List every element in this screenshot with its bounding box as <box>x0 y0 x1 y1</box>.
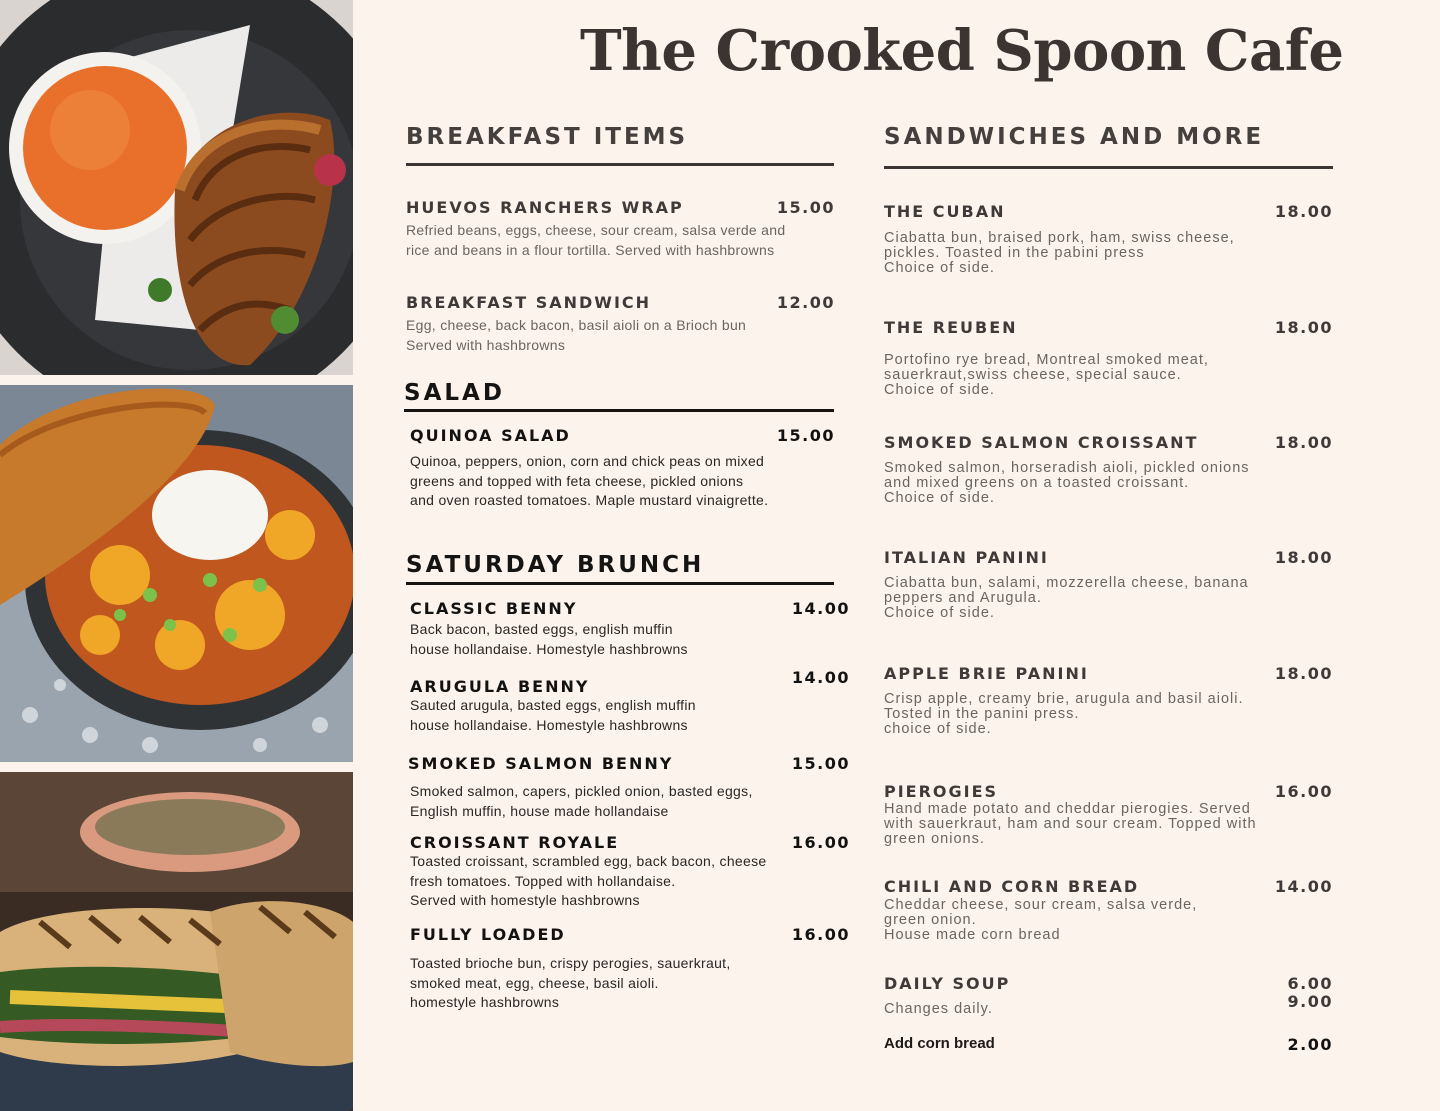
menu-item-name: ARUGULA BENNY <box>410 677 590 696</box>
soup-and-panini-photo <box>0 772 353 1111</box>
chili-and-cornbread-photo <box>0 385 353 762</box>
addon-price: 2.00 <box>1287 1035 1333 1054</box>
menu-item-name: FULLY LOADED <box>410 925 566 944</box>
menu-item-name: ITALIAN PANINI <box>884 548 1049 567</box>
menu-item-price: 12.00 <box>776 293 835 312</box>
menu-item-price: 14.00 <box>1274 877 1333 896</box>
menu-item-price: 16.00 <box>791 833 850 852</box>
soup-and-croissant-photo <box>0 0 353 375</box>
menu-item-price: 18.00 <box>1274 433 1333 452</box>
menu-item-name: CHILI AND CORN BREAD <box>884 877 1140 896</box>
brunch-heading: SATURDAY BRUNCH <box>406 552 705 578</box>
menu-item-description: Toasted brioche bun, crispy perogies, sauerkraut, smoked meat, egg, cheese, basil aioli. homestyle hashbrowns <box>410 955 731 1010</box>
menu-item-price: 18.00 <box>1274 202 1333 221</box>
menu-item-name: HUEVOS RANCHERS WRAP <box>406 198 684 217</box>
addon-label: Add corn bread <box>884 1035 995 1052</box>
menu-item-price: 15.00 <box>791 754 850 773</box>
breakfast-rule <box>406 163 834 166</box>
sandwiches-heading: SANDWICHES AND MORE <box>884 124 1265 150</box>
menu-item-name: BREAKFAST SANDWICH <box>406 293 652 312</box>
menu-item-name: PIEROGIES <box>884 782 999 801</box>
menu-item-description: Changes daily. <box>884 1001 993 1017</box>
menu-item-name: DAILY SOUP <box>884 974 1011 993</box>
menu-item-description: Crisp apple, creamy brie, arugula and basil aioli. Tosted in the panini press. choice of side. <box>884 691 1244 737</box>
menu-item-description: Portofino rye bread, Montreal smoked meat, sauerkraut,swiss cheese, special sauce. Choice of side. <box>884 352 1209 398</box>
menu-item-description: Smoked salmon, capers, pickled onion, basted eggs, English muffin, house made hollandaise <box>410 783 753 819</box>
menu-item-name: APPLE BRIE PANINI <box>884 664 1089 683</box>
menu-item-description: Sauted arugula, basted eggs, english muffin house hollandaise. Homestyle hashbrowns <box>410 697 696 733</box>
menu-item-price: 14.00 <box>791 668 850 687</box>
menu-item-description: Egg, cheese, back bacon, basil aioli on a Brioch bun Served with hashbrowns <box>406 317 747 353</box>
menu-item-description: Toasted croissant, scrambled egg, back bacon, cheese fresh tomatoes. Topped with hollandaise. Served with homestyle hashbrowns <box>410 853 767 908</box>
menu-item-price: 16.00 <box>1274 782 1333 801</box>
menu-item-price: 6.00 <box>1287 974 1333 993</box>
brunch-rule <box>406 582 834 585</box>
menu-item-description: Quinoa, peppers, onion, corn and chick peas on mixed greens and topped with feta cheese, pickled onions and oven roasted tomatoes. Maple mustard vinaigrette. <box>410 453 769 508</box>
sandwiches-rule <box>884 166 1333 169</box>
salad-rule <box>404 409 834 412</box>
menu-item-description: Cheddar cheese, sour cream, salsa verde, green onion. House made corn bread <box>884 897 1198 943</box>
menu-item-price: 14.00 <box>791 599 850 618</box>
menu-item-price-large: 9.00 <box>1287 992 1333 1011</box>
menu-item-description: Ciabatta bun, salami, mozzerella cheese, banana peppers and Arugula. Choice of side. <box>884 575 1249 621</box>
menu-item-description: Smoked salmon, horseradish aioli, pickled onions and mixed greens on a toasted croissant. Choice of side. <box>884 460 1250 506</box>
menu-item-name: SMOKED SALMON BENNY <box>408 754 674 773</box>
menu-item-name: QUINOA SALAD <box>410 426 571 445</box>
menu-item-name: THE CUBAN <box>884 202 1006 221</box>
menu-item-price: 18.00 <box>1274 548 1333 567</box>
menu-item-name: THE REUBEN <box>884 318 1018 337</box>
menu-item-price: 15.00 <box>776 198 835 217</box>
breakfast-heading: BREAKFAST ITEMS <box>406 124 689 150</box>
menu-item-name: SMOKED SALMON CROISSANT <box>884 433 1199 452</box>
menu-item-description: Refried beans, eggs, cheese, sour cream, salsa verde and rice and beans in a flour tortilla. Served with hashbrowns <box>406 222 786 258</box>
menu-item-price: 16.00 <box>791 925 850 944</box>
menu-item-price: 15.00 <box>776 426 835 445</box>
menu-item-description: Ciabatta bun, braised pork, ham, swiss cheese, pickles. Toasted in the pabini press Choice of side. <box>884 230 1235 276</box>
menu-item-description: Back bacon, basted eggs, english muffin house hollandaise. Homestyle hashbrowns <box>410 621 688 657</box>
page-title: The Crooked Spoon Cafe <box>580 18 1344 84</box>
salad-heading: SALAD <box>404 380 505 406</box>
menu-item-description: Hand made potato and cheddar pierogies. Served with sauerkraut, ham and sour cream. Topped with green onions. <box>884 801 1257 847</box>
menu-item-name: CROISSANT ROYALE <box>410 833 620 852</box>
menu-item-name: CLASSIC BENNY <box>410 599 578 618</box>
menu-item-price: 18.00 <box>1274 318 1333 337</box>
menu-item-price: 18.00 <box>1274 664 1333 683</box>
photo-strip <box>0 0 353 1111</box>
